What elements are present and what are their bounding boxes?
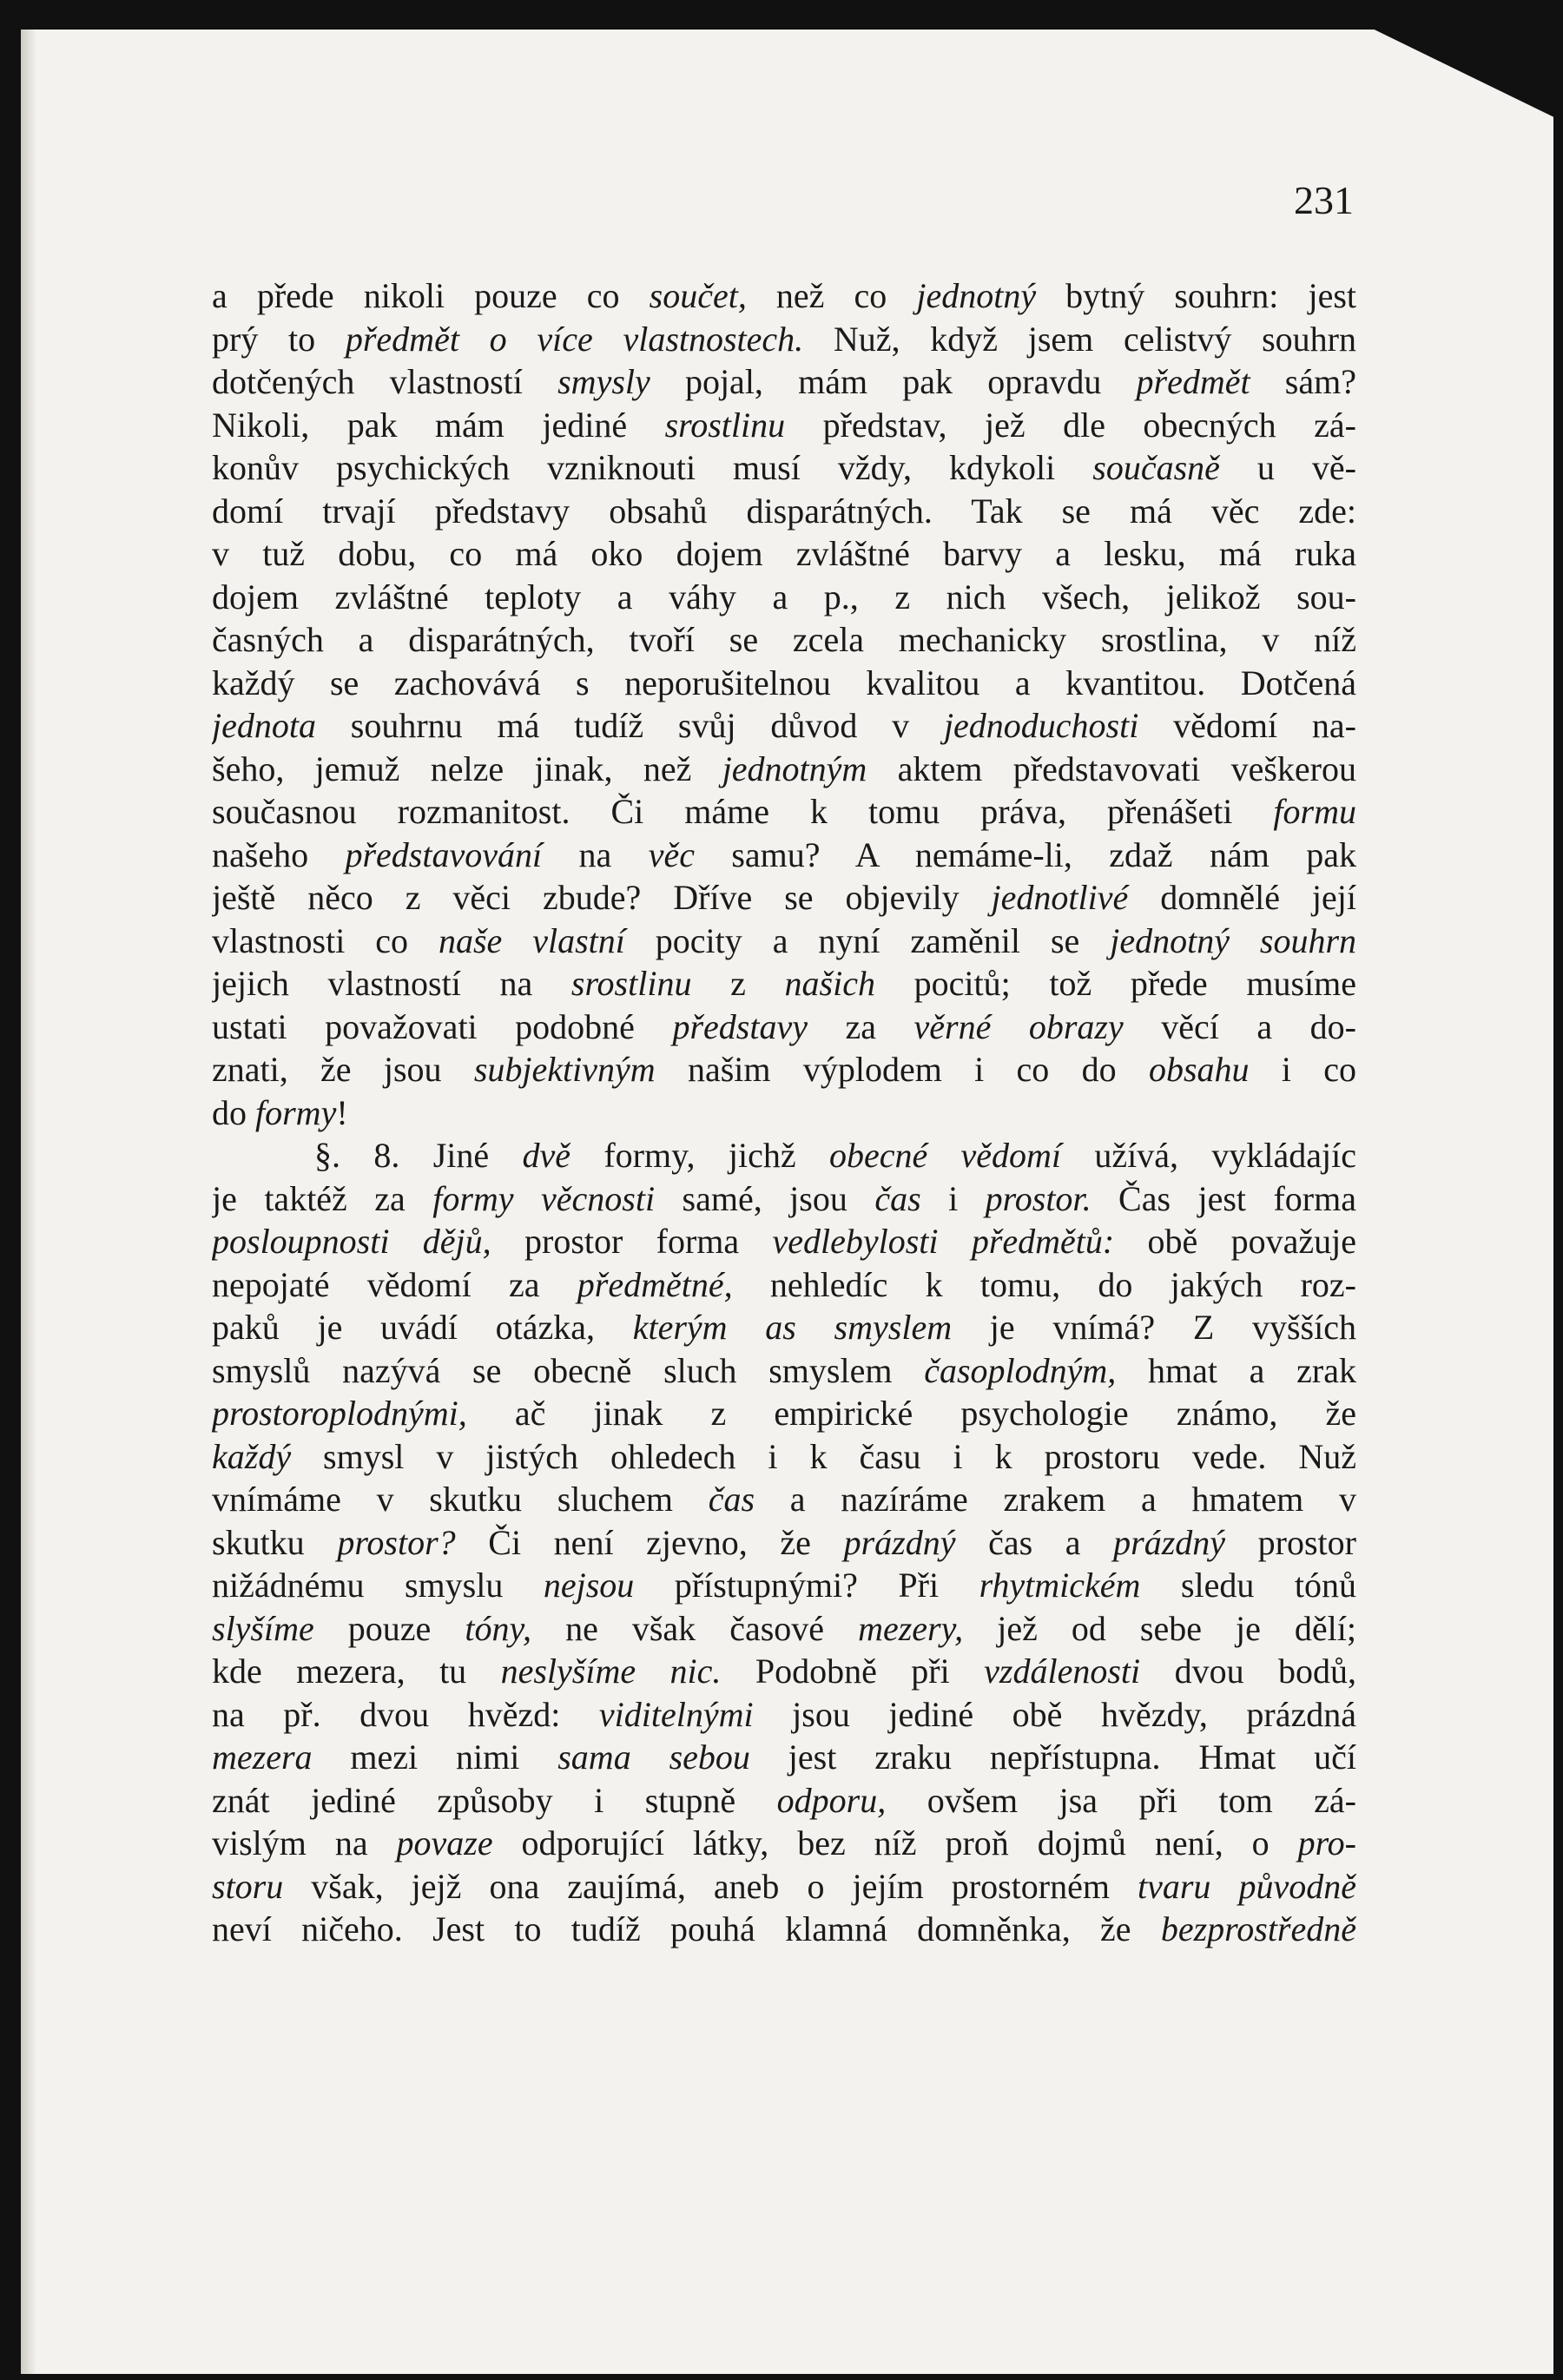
text-run: formy, jichž — [570, 1136, 829, 1175]
italic-phrase: čas — [874, 1178, 921, 1218]
text-line — [212, 1263, 1356, 1307]
text-line — [212, 404, 1356, 447]
text-line — [212, 876, 1356, 920]
text-run: neví ničeho. Jest to tudíž pouhá klamná domněnka, že — [212, 1909, 1161, 1948]
text-line — [212, 920, 1356, 963]
text-run: obě považuje — [1114, 1222, 1356, 1261]
page-number: 231 — [1294, 178, 1354, 222]
text-line — [212, 1564, 1356, 1607]
italic-phrase: srostlinu — [570, 964, 692, 1003]
italic-phrase: formy — [255, 1092, 337, 1132]
text-line — [212, 1736, 1356, 1779]
text-line — [212, 1306, 1356, 1349]
italic-phrase: tóny, — [465, 1608, 532, 1648]
text-run: je taktéž za — [212, 1178, 433, 1218]
text-run: věcí a do- — [1123, 1006, 1356, 1046]
italic-phrase: obsahu — [1148, 1050, 1250, 1089]
text-line — [212, 532, 1356, 576]
text-run: hmat a zrak — [1116, 1350, 1356, 1390]
italic-phrase: storu — [212, 1866, 284, 1906]
text-run: Nuž, když jsem celistvý souhrn — [803, 319, 1356, 359]
text-line — [212, 962, 1356, 1005]
text-run: a nazíráme zrakem a hmatem v — [755, 1480, 1356, 1519]
text-run: ovšem jsa při tom zá- — [886, 1780, 1356, 1820]
italic-phrase: prázdný — [843, 1522, 956, 1562]
text-line — [212, 1478, 1356, 1521]
text-run: u vě- — [1219, 448, 1356, 487]
italic-phrase: jednotný souhrn — [1110, 920, 1356, 960]
text-line — [212, 790, 1356, 834]
text-run: nehledíc k tomu, do jakých roz- — [732, 1264, 1356, 1304]
text-run: ač jinak z empirické psychologie známo, že — [466, 1394, 1356, 1433]
text-line — [212, 1349, 1356, 1393]
italic-phrase: čas — [708, 1480, 755, 1519]
italic-phrase: dvě — [522, 1136, 570, 1175]
text-line — [212, 1177, 1356, 1221]
text-run: samé, jsou — [655, 1178, 875, 1218]
text-run: současnou rozmanitost. Či máme k tomu práva, přenášeti — [212, 792, 1274, 831]
italic-phrase: jednotný — [916, 276, 1037, 315]
text-run: vlastnosti co — [212, 920, 439, 960]
text-run: pocity a nyní zaměnil se — [624, 920, 1111, 960]
text-run: domí trvají představy obsahů disparátných. Tak se má věc zde: — [212, 491, 1356, 531]
text-run: vnímáme v skutku sluchem — [212, 1480, 709, 1519]
text-run: za — [807, 1006, 914, 1046]
text-run: prostor — [1225, 1522, 1356, 1562]
text-run: Podobně při — [721, 1651, 985, 1691]
body-text — [212, 274, 1356, 1951]
text-run: jsou jediné obě hvězdy, prázdná — [753, 1694, 1356, 1734]
text-run: a přede nikoli pouze co — [212, 276, 650, 315]
text-line — [212, 704, 1356, 748]
italic-phrase: nejsou — [543, 1566, 635, 1605]
italic-phrase: prostoroplodnými, — [212, 1394, 467, 1433]
text-run: kde mezera, tu — [212, 1651, 501, 1691]
text-line — [212, 360, 1356, 404]
italic-phrase: odporu, — [776, 1780, 887, 1820]
text-run: čas a — [955, 1522, 1114, 1562]
text-line — [212, 576, 1356, 619]
italic-phrase: věc — [648, 834, 695, 874]
text-line — [212, 1392, 1356, 1435]
italic-phrase: prázdný — [1113, 1522, 1226, 1562]
italic-phrase: rhytmickém — [979, 1566, 1141, 1605]
italic-phrase: pro- — [1297, 1823, 1356, 1862]
italic-phrase: povaze — [396, 1823, 493, 1862]
italic-phrase: viditelnými — [598, 1694, 754, 1734]
italic-phrase: věrné obrazy — [913, 1006, 1124, 1046]
text-run: než co — [746, 276, 917, 315]
italic-phrase: jednoduchosti — [943, 706, 1139, 745]
text-run: našim výplodem i co do — [655, 1050, 1149, 1089]
text-run: smysl v jistých ohledech i k času i k prostoru vede. Nuž — [291, 1436, 1356, 1476]
text-run: z — [691, 964, 785, 1003]
italic-phrase: slyšíme — [212, 1608, 314, 1648]
italic-phrase: kterým as smyslem — [632, 1308, 953, 1347]
italic-phrase: vzdálenosti — [984, 1651, 1141, 1691]
text-run: souhrnu má tudíž svůj důvod v — [315, 706, 944, 745]
italic-phrase: prostor? — [337, 1522, 456, 1562]
text-run: ! — [336, 1092, 348, 1132]
book-page — [21, 30, 1553, 2374]
text-run: ne však časové — [531, 1608, 859, 1648]
text-run: přístupnými? Při — [634, 1566, 979, 1605]
italic-phrase: představy — [672, 1006, 808, 1046]
text-line — [212, 1650, 1356, 1693]
italic-phrase: obecné vědomí — [828, 1136, 1062, 1175]
text-run: na — [542, 834, 649, 874]
text-run: sám? — [1250, 362, 1356, 401]
text-run: v tuž dobu, co má oko dojem zvláštné barvy a lesku, má ruka — [212, 534, 1356, 573]
text-run: prostor forma — [491, 1222, 773, 1261]
page-corner-fold — [1351, 30, 1553, 117]
italic-phrase: formu — [1273, 792, 1356, 831]
italic-phrase: posloupnosti dějů, — [212, 1222, 491, 1261]
italic-phrase: předmět — [1136, 362, 1250, 401]
text-line — [212, 1435, 1356, 1479]
text-run: dotčených vlastností — [212, 362, 558, 401]
italic-phrase: mezery, — [858, 1608, 964, 1648]
text-run: skutku — [212, 1522, 338, 1562]
text-run: paků je uvádí otázka, — [212, 1308, 633, 1347]
text-line — [212, 1822, 1356, 1865]
text-run: konův psychických vzniknouti musí vždy, kdykoli — [212, 448, 1093, 487]
italic-phrase: subjektivným — [473, 1050, 656, 1089]
text-line — [212, 274, 1356, 318]
text-run: na př. dvou hvězd: — [212, 1694, 599, 1734]
text-line — [212, 748, 1356, 791]
text-run: znát jediné způsoby i stupně — [212, 1780, 777, 1820]
text-run: časných a disparátných, tvoří se zcela mechanicky srostlina, v níž — [212, 620, 1356, 659]
text-line — [212, 1134, 1356, 1177]
text-run: ještě něco z věci zbude? Dříve se objevily — [212, 878, 992, 917]
text-line — [212, 1220, 1356, 1263]
text-line — [212, 1521, 1356, 1565]
italic-phrase: součet, — [649, 276, 747, 315]
text-line — [212, 1865, 1356, 1909]
text-run: každý se zachovává s neporušitelnou kvalitou a kvantitou. Dotčená — [212, 663, 1356, 702]
italic-phrase: sama sebou — [557, 1737, 750, 1777]
text-run: je vnímá? Z vyšších — [952, 1308, 1356, 1347]
text-run: vislým na — [212, 1823, 397, 1862]
text-run: i co — [1249, 1050, 1356, 1089]
text-run: nižádnému smyslu — [212, 1566, 544, 1605]
text-run: pojal, mám pak opravdu — [650, 362, 1137, 401]
text-run: jež od sebe je dělí; — [963, 1608, 1356, 1648]
text-run: znati, že jsou — [212, 1050, 474, 1089]
text-line — [212, 1693, 1356, 1737]
italic-phrase: jednota — [212, 706, 316, 745]
italic-phrase: srostlinu — [664, 405, 786, 445]
text-run: dojem zvláštné teploty a váhy a p., z nich všech, jelikož sou- — [212, 577, 1356, 616]
text-run: aktem představovati veškerou — [867, 748, 1356, 788]
text-run: domnělé její — [1128, 878, 1356, 917]
text-run: nepojaté vědomí za — [212, 1264, 577, 1304]
text-run: představ, jež dle obecných zá- — [785, 405, 1356, 445]
italic-phrase: smysly — [557, 362, 650, 401]
text-run: našeho — [212, 834, 346, 874]
text-run: Čas jest forma — [1091, 1178, 1356, 1218]
text-line — [212, 1048, 1356, 1091]
italic-phrase: formy věcnosti — [432, 1178, 656, 1218]
italic-phrase: prostor. — [985, 1178, 1091, 1218]
text-line — [212, 1607, 1356, 1651]
text-run: ustati považovati podobné — [212, 1006, 673, 1046]
italic-phrase: každý — [212, 1436, 292, 1476]
text-run: sledu tónů — [1140, 1566, 1356, 1605]
text-run: pocitů; tož přede musíme — [874, 964, 1356, 1003]
italic-phrase: neslyšíme nic. — [500, 1651, 722, 1691]
text-line — [212, 1908, 1356, 1951]
text-line — [212, 1005, 1356, 1049]
text-run: prý to — [212, 319, 346, 359]
text-line — [212, 490, 1356, 533]
text-line — [212, 318, 1356, 361]
text-run: jest zraku nepřístupna. Hmat učí — [749, 1737, 1356, 1777]
page-gutter-shadow — [21, 30, 36, 2374]
text-run: do — [212, 1092, 255, 1132]
italic-phrase: jednotným — [722, 748, 867, 788]
italic-phrase: tvaru původně — [1138, 1866, 1356, 1906]
italic-phrase: předmětné, — [577, 1264, 733, 1304]
italic-phrase: časoplodným, — [924, 1350, 1117, 1390]
text-run: dvou bodů, — [1140, 1651, 1356, 1691]
text-line — [212, 1091, 1356, 1135]
text-run: mezi nimi — [312, 1737, 558, 1777]
text-run: bytný souhrn: jest — [1036, 276, 1356, 315]
italic-phrase: vedlebylosti předmětů: — [772, 1222, 1115, 1261]
italic-phrase: jednotlivé — [991, 878, 1129, 917]
text-line — [212, 834, 1356, 877]
text-run: samu? A nemáme-li, zdaž nám pak — [694, 834, 1356, 874]
text-run: Či není zjevno, že — [455, 1522, 844, 1562]
text-line — [212, 1779, 1356, 1823]
text-line — [212, 662, 1356, 705]
italic-phrase: mezera — [212, 1737, 313, 1777]
text-run: pouze — [313, 1608, 465, 1648]
italic-phrase: našich — [784, 964, 875, 1003]
text-run: však, jejž ona zaujímá, aneb o jejím prostorném — [283, 1866, 1138, 1906]
text-run: smyslů nazývá se obecně sluch smyslem — [212, 1350, 925, 1390]
text-line — [212, 446, 1356, 490]
text-line — [212, 618, 1356, 662]
italic-phrase: naše vlastní — [438, 920, 625, 960]
italic-phrase: představování — [345, 834, 543, 874]
text-run: šeho, jemuž nelze jinak, než — [212, 748, 722, 788]
text-run: jejich vlastností na — [212, 964, 571, 1003]
text-run: §. 8. Jiné — [314, 1136, 523, 1175]
italic-phrase: současně — [1092, 448, 1220, 487]
italic-phrase: bezprostředně — [1160, 1909, 1356, 1948]
text-run: užívá, vykládajíc — [1061, 1136, 1356, 1175]
text-run: Nikoli, pak mám jediné — [212, 405, 665, 445]
italic-phrase: předmět o více vlastnostech. — [345, 319, 804, 359]
text-run: odporující látky, bez níž proň dojmů není, o — [492, 1823, 1298, 1862]
text-run: i — [920, 1178, 986, 1218]
text-run: vědomí na- — [1138, 706, 1356, 745]
